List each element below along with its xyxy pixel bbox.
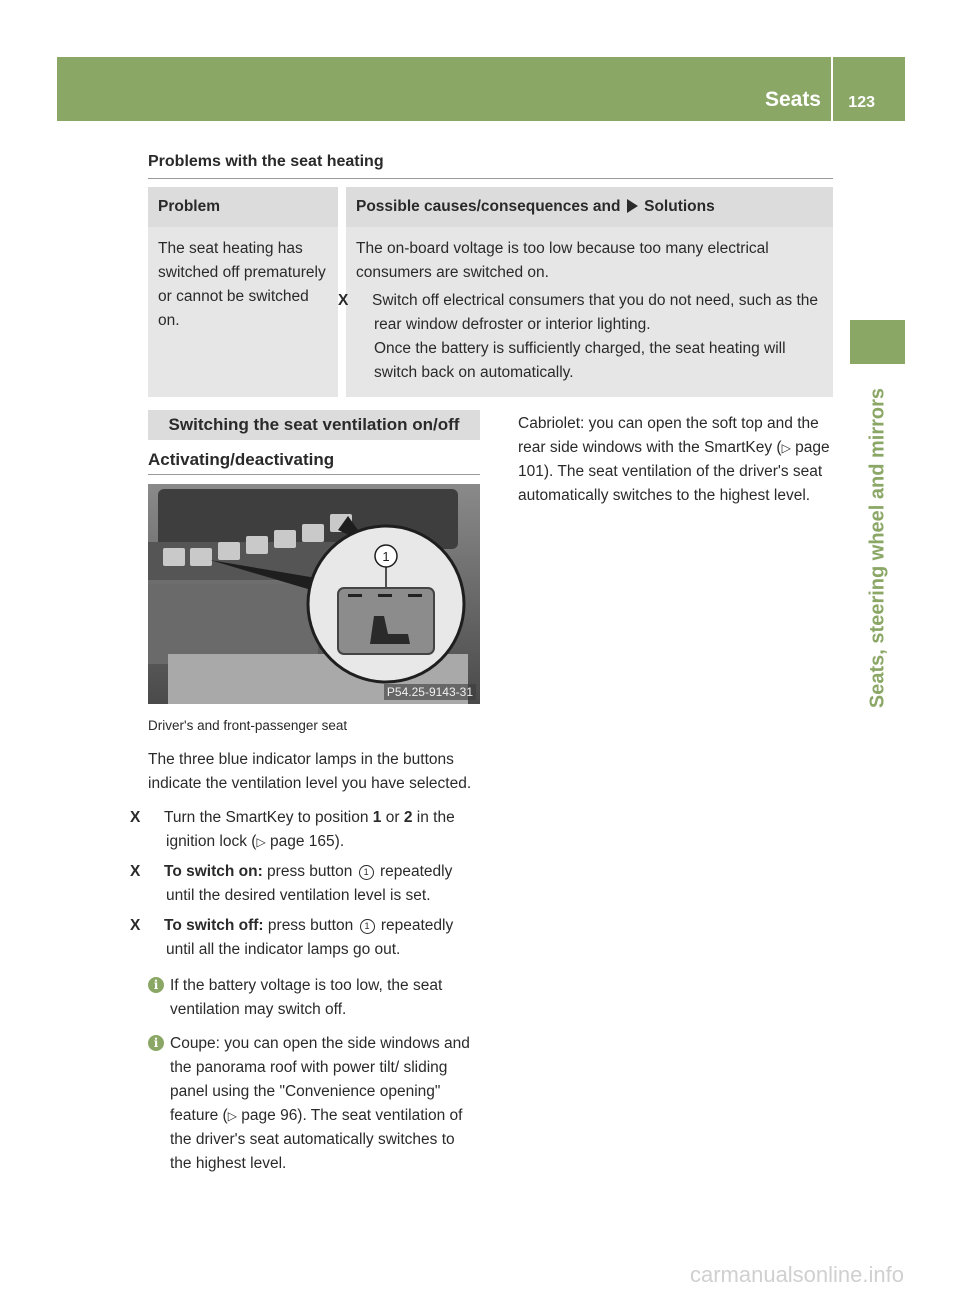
ventilation-heading: Switching the seat ventilation on/off: [148, 410, 480, 440]
bullet-text: press button: [267, 917, 354, 934]
table-row: [148, 227, 833, 397]
info-text: If the battery voltage is too low, the seat ventilation may switch off.: [170, 977, 443, 1018]
step-mark: X: [338, 292, 349, 309]
side-tab: [850, 320, 905, 364]
step-2-text: Once the battery is sufficiently charged, the seat heating will switch back on automatically.: [374, 340, 786, 381]
header-bar: [57, 57, 905, 121]
info-icon: i: [148, 977, 164, 993]
cause-text: The on-board voltage is too low because too many electrical consumers are switched on.: [356, 240, 769, 281]
bullet-text: repeatedly until the desired ventilation level is set.: [166, 863, 453, 904]
photo-caption: Driver's and front-passenger seat: [148, 718, 348, 733]
col-solutions-prefix: Possible causes/consequences and: [356, 198, 621, 215]
page-ref-icon: ▷: [227, 1109, 237, 1123]
right-column-text: [518, 412, 836, 518]
col-solutions-suffix: Solutions: [644, 198, 715, 215]
solution-step: [338, 289, 823, 385]
instruction-step: [130, 806, 480, 854]
col-solutions-header: [346, 187, 833, 227]
page-reference[interactable]: page 165).: [270, 833, 345, 850]
page-ref-icon: ▷: [256, 835, 266, 849]
table-header-row: [148, 187, 833, 227]
step-1-text: Switch off electrical consumers that you do not need, such as the rear window defroster or interior lighting.: [372, 292, 819, 333]
console-illustration: [148, 484, 480, 704]
console-photo: [148, 484, 480, 704]
cabriolet-text: Cabriolet: you can open the soft top and the rear side windows with the SmartKey (: [518, 415, 819, 456]
col-problem-header: Problem: [148, 187, 346, 227]
header-title: Seats: [764, 88, 821, 111]
cabriolet-note: [518, 412, 836, 508]
info-text: Coupe: you can open the side windows and the panorama roof with power tilt/ sliding panel using the "Convenience opening" feature (: [170, 1035, 470, 1124]
side-chapter-label: Seats, steering wheel and mirrors: [866, 387, 889, 709]
intro-text: The three blue indicator lamps in the buttons indicate the ventilation level you have selected.: [148, 751, 472, 792]
step-label: To switch off:: [164, 917, 264, 934]
triangle-arrow-icon: [627, 199, 638, 213]
photo-callout: 1: [382, 549, 390, 564]
info-note: [148, 1032, 480, 1176]
left-column-text: [130, 714, 480, 1186]
header-divider: [831, 57, 833, 121]
bullet-mark: X: [130, 917, 141, 934]
info-icon: i: [148, 1035, 164, 1051]
callout-1-icon: 1: [360, 919, 375, 934]
page-reference[interactable]: page 101). The seat ventilation of the driver's seat automatically switches to the highest level.: [518, 439, 830, 504]
instruction-step: [130, 860, 480, 908]
section-rule: [148, 178, 833, 179]
photo-code: P54.25-9143-31: [384, 684, 476, 700]
subheading-rule: [148, 474, 480, 475]
page-number: 123: [848, 94, 875, 111]
watermark: carmanualsonline.info: [689, 1262, 904, 1287]
problem-cell: The seat heating has switched off prematurely or cannot be switched on.: [148, 227, 346, 397]
position-1: 1: [372, 809, 382, 826]
bullet-mark: X: [130, 809, 141, 826]
section-title: Problems with the seat heating: [148, 153, 384, 170]
problems-table: [148, 187, 833, 397]
solution-cell: [338, 227, 833, 397]
bullet-mark: X: [130, 863, 141, 880]
page-ref-icon: ▷: [781, 441, 791, 455]
ventilation-subheading: Activating/deactivating: [148, 450, 335, 469]
page-reference[interactable]: page 96). The seat ventilation of the driver's seat automatically switches to the highest level.: [170, 1107, 463, 1172]
bullet-text: in the ignition lock (: [166, 809, 455, 850]
bullet-text: press button: [267, 863, 353, 880]
instruction-step: [130, 914, 480, 962]
bullet-text: Turn the SmartKey to position: [164, 809, 369, 826]
step-label: To switch on:: [164, 863, 263, 880]
bullet-text-or: or: [385, 809, 400, 826]
bullet-text: repeatedly until all the indicator lamps go out.: [166, 917, 454, 958]
position-2: 2: [403, 809, 413, 826]
callout-1-icon: 1: [359, 865, 374, 880]
info-note: [148, 974, 480, 1022]
